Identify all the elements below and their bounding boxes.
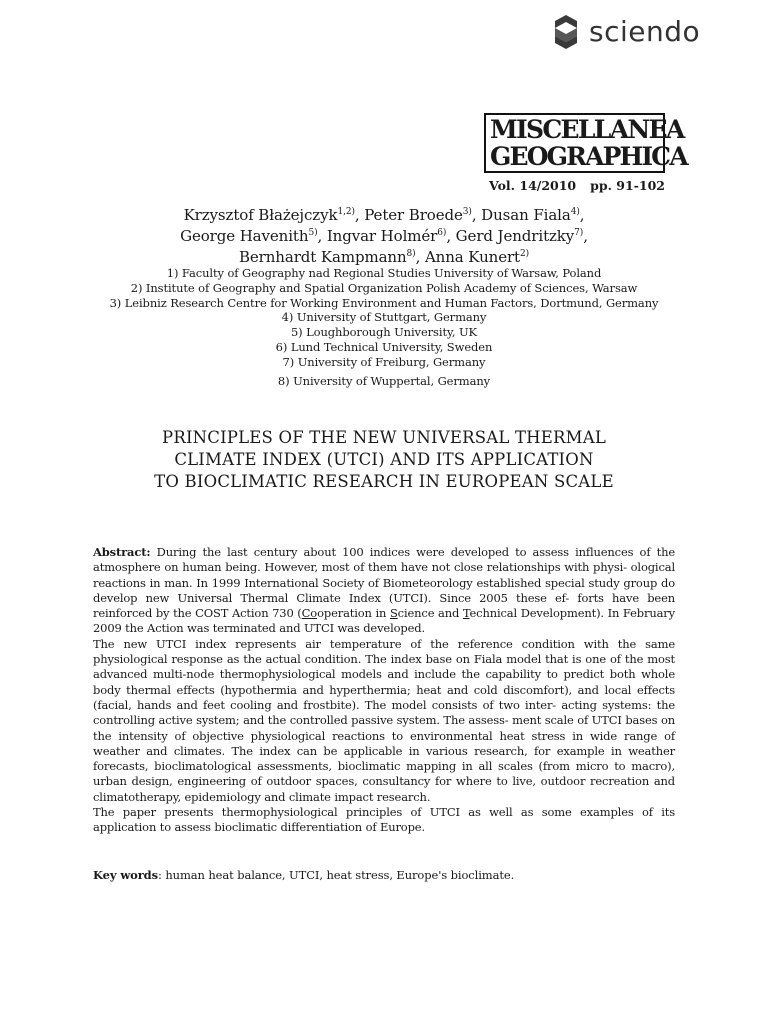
paper-title [0, 427, 768, 493]
author-separator: , [354, 206, 365, 224]
affiliation: 5) Loughborough University, UK [290, 325, 478, 340]
affiliation: 4) University of Stuttgart, Germany [281, 310, 487, 325]
author-name: Krzysztof Błażejczyk [183, 206, 338, 224]
journal-name-line1: MISCELLANEA [490, 115, 684, 144]
publisher-name: sciendo [589, 15, 701, 48]
author-affiliation-mark: 1,2) [337, 207, 355, 217]
author-separator: , [317, 227, 327, 245]
affiliation: 6) Lund Technical University, Sweden [275, 339, 493, 354]
abstract-text-underlined: Co [301, 606, 318, 621]
author-name: George Havenith [180, 227, 309, 245]
abstract-text: cience and [397, 606, 463, 621]
author-name: Peter Broede [364, 206, 463, 224]
author-affiliation-mark: 7) [574, 228, 584, 238]
affiliation: 3) Leibniz Research Centre for Working Environment and Human Factors, Dortmund, Germany [109, 295, 659, 310]
affiliation: 1) Faculty of Geography nad Regional Studies University of Warsaw, Poland [166, 266, 602, 280]
abstract-text-underlined: T [462, 606, 470, 621]
affiliation: 2) Institute of Geography and Spatial Organization Polish Academy of Sciences, Warsaw [130, 280, 638, 295]
abstract-label: Abstract: [93, 545, 151, 559]
author-affiliation-mark: 2) [519, 249, 530, 259]
paper-title-line: PRINCIPLES OF THE NEW UNIVERSAL THERMAL [162, 428, 606, 447]
author-name: Gerd Jendritzky [455, 227, 575, 245]
author-separator: , [415, 248, 425, 266]
author-separator: , [446, 227, 456, 245]
author-name: Bernhardt Kampmann [238, 248, 407, 266]
author-affiliation-mark: 6) [437, 228, 447, 238]
abstract-paragraph: The paper presents thermophysiological principles of UTCI as well as some examples of its application to assess bioclimatic differentiation of Europe. [93, 805, 675, 835]
sciendo-s-mark-icon [553, 14, 579, 50]
volume-info [485, 178, 665, 193]
author-affiliation-mark: 4) [570, 207, 580, 217]
keywords-text: : human heat balance, UTCI, heat stress, Europe's bioclimate. [158, 868, 515, 882]
author-line [0, 226, 768, 247]
keywords [93, 868, 675, 883]
abstract-text-underlined: S [389, 606, 398, 621]
affiliation: 7) University of Freiburg, Germany [282, 354, 486, 369]
author-separator: , [471, 206, 482, 224]
affiliation-list [0, 266, 768, 388]
abstract-paragraph [93, 545, 675, 637]
abstract [93, 545, 675, 836]
paper-title-line: CLIMATE INDEX (UTCI) AND ITS APPLICATION [174, 450, 594, 469]
author-name: Dusan Fiala [481, 206, 571, 224]
paper-title-line: TO BIOCLIMATIC RESEARCH IN EUROPEAN SCALE [154, 472, 614, 491]
page-range: pp. 91-102 [590, 178, 665, 193]
abstract-paragraph: The new UTCI index represents air temperature of the reference condition with the same physiological response as the actual condition. The index base on Fiala model that is one of the most advanced multi-node thermophysiological models and include the capability to predict both whole body thermal effects (hypothermia and hyperthermia; heat and cold discomfort), and local effects (facial, hands and feet cooling and frostbite). The model consists of two inter- acting systems: the controlling active system; and the controlled passive system. The assess- ment scale of UTCI bases on the intensity of objective physiological reactions to environmental heat stress in wide range of weather and climates. The index can be applicable in various research, for example in weather forecasts, bioclimatological assessments, bioclimatic mapping in all scales (from micro to macro), urban design, engineering of outdoor spaces, consultancy for where to live, outdoor recreation and climatotherapy, epidemiology and climate impact research. [93, 636, 675, 804]
author-list [0, 205, 768, 268]
keywords-label: Key words [93, 868, 158, 882]
author-separator: , [579, 206, 585, 224]
author-separator: , [583, 227, 588, 245]
author-affiliation-mark: 3) [462, 207, 472, 217]
journal-name-line2: GEOGRAPHICA [490, 142, 687, 171]
volume-number: Vol. 14/2010 [489, 178, 577, 193]
abstract-text: echnical Development). In February 2009 the Action was terminated and UTCI was developed. [93, 606, 675, 636]
author-line [0, 205, 768, 226]
author-line [0, 247, 768, 268]
journal-logo [484, 113, 687, 173]
author-name: Ingvar Holmér [326, 227, 438, 245]
publisher-logo [553, 14, 700, 50]
author-affiliation-mark: 8) [406, 249, 416, 259]
abstract-text: During the last century about 100 indices were developed to assess influences of the atmosphere on human being. However, most of them have not close relationships with physi- ological reactions in man. In 1999 International Society of Biometeorology established special study group do develop new Universal Thermal Climate Index (UTCI). Since 2005 these ef- forts have been reinforced by the COST Action 730 ( [93, 545, 675, 621]
author-affiliation-mark: 5) [308, 228, 318, 238]
abstract-text: operation in [317, 606, 390, 621]
affiliation: 8) University of Wuppertal, Germany [277, 373, 491, 388]
author-name: Anna Kunert [424, 248, 520, 266]
